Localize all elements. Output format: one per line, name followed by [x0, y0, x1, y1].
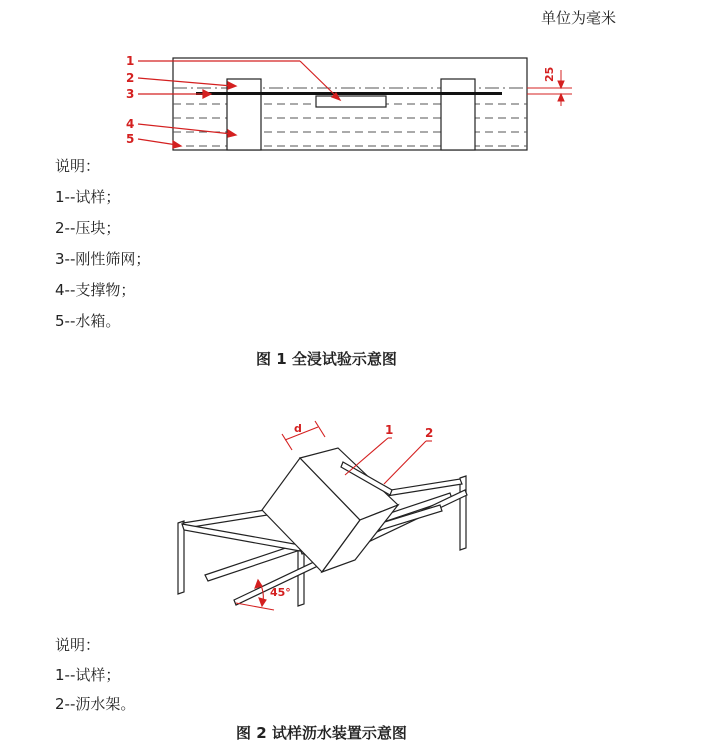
- fig2-callout-2: 2: [425, 426, 434, 440]
- fig1-legend-item-2: 2--压块；: [55, 219, 121, 237]
- fig1-callout-4: 4: [126, 117, 135, 131]
- dimension-25-label: 25: [543, 66, 556, 82]
- fig1-caption: 图 1 全浸试验示意图: [256, 350, 397, 368]
- fig1-legend-item-4: 4--支撑物；: [55, 281, 136, 299]
- fig1-legend-title: 说明：: [55, 157, 101, 175]
- fig2-callout-1: 1: [385, 423, 394, 437]
- fig2-dimension-d: d: [294, 422, 302, 435]
- fig2-angle-label: 45°: [270, 586, 291, 599]
- fig1-callout-2: 2: [126, 71, 135, 85]
- unit-note: 单位为毫米: [541, 9, 617, 27]
- fig2-legend-title: 说明：: [55, 636, 101, 654]
- fig2-legend-item-2: 2--沥水架。: [55, 695, 136, 713]
- fig1-legend-item-3: 3--刚性筛网；: [55, 250, 151, 268]
- fig1-callout-3: 3: [126, 87, 135, 101]
- fig2-caption: 图 2 试样沥水装置示意图: [236, 724, 407, 742]
- fig1-legend-item-5: 5--水箱。: [55, 312, 121, 330]
- rack-leg-left: [178, 521, 184, 594]
- fig1-legend-item-1: 1--试样；: [55, 188, 121, 206]
- rack-leg-back-right: [460, 476, 466, 550]
- fig1-callout-1: 1: [126, 54, 135, 68]
- fig2-legend-item-1: 1--试样；: [55, 666, 121, 684]
- fig1-callout-5: 5: [126, 132, 135, 146]
